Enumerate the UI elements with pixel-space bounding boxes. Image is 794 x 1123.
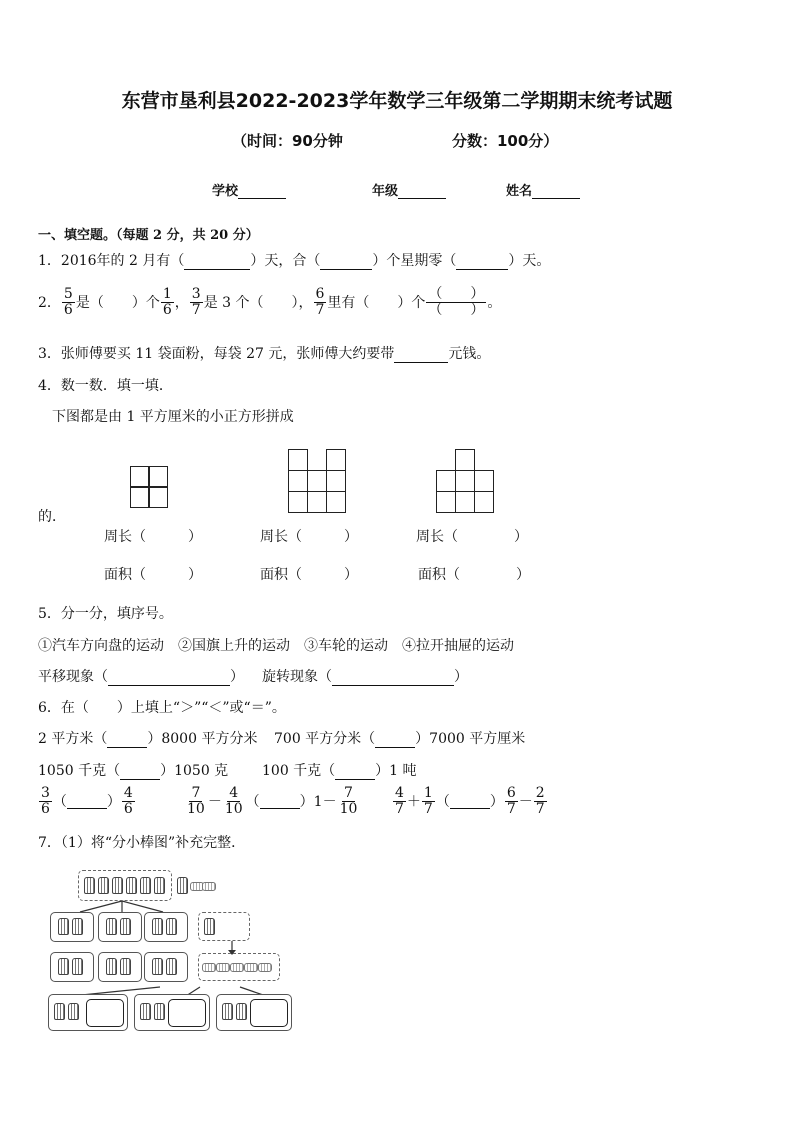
perimeter-3[interactable]: 周长（ ） — [416, 529, 528, 545]
compare-row-2a: 1050 千克（ ）1050 克 — [38, 763, 229, 779]
compare-row-1a: 2 平方米（ ）8000 平方分米 — [38, 731, 258, 747]
compare-row-3c: $\frac{4}{7}$ ＋ $\frac{1}{7}$ （ ） $\frac{6}{7}$ － $\frac{2}{7}$ — [395, 785, 545, 817]
exam-time: （时间：90分钟 — [232, 132, 343, 150]
answer-box[interactable] — [168, 999, 206, 1027]
perimeter-1[interactable]: 周长（ ） — [104, 529, 202, 545]
compare-row-1b: 700 平方分米（ ）7000 平方厘米 — [274, 731, 526, 747]
answer-box[interactable] — [250, 999, 288, 1027]
question-5: 5．分一分，填序号。 — [38, 606, 173, 622]
area-2[interactable]: 面积（ ） — [260, 567, 358, 583]
question-2: 2． $\frac{5}{6}$ 是（ ）个 $\frac{1}{6}$ ， $\frac{3}{7}$ 是 3 个（ ）， $\frac{6}{7}$ 里有（ ）个 $\frac{( )}{( )}$ 。 — [38, 286, 502, 318]
area-1[interactable]: 面积（ ） — [104, 567, 202, 583]
answer-box[interactable] — [86, 999, 124, 1027]
question-6: 6．在（ ）上填上“＞”“＜”或“＝”。 — [38, 700, 286, 716]
question-5-options: ①汽车方向盘的运动 ②国旗上升的运动 ③车轮的运动 ④拉开抽屉的运动 — [38, 638, 514, 654]
question-1: 1．2016年的 2 月有（ ）天，合（ ）个星期零（ ）天。 — [38, 253, 551, 269]
section-heading: 一、填空题。（每题 2 分，共 20 分） — [38, 228, 259, 243]
compare-row-3a: $\frac{3}{6}$ （ ） $\frac{4}{6}$ — [41, 785, 133, 817]
name-field: 姓名 — [506, 180, 580, 199]
question-4-tail: 的． — [38, 509, 66, 525]
compare-row-2b: 100 千克（ ）1 吨 — [262, 763, 417, 779]
perimeter-2[interactable]: 周长（ ） — [260, 529, 358, 545]
compare-row-3b: $\frac{7}{10}$ － $\frac{4}{10}$ （ ）1－ $\frac{7}{10}$ — [187, 785, 358, 817]
question-7: 7．（1）将“分小棒图”补充完整． — [38, 835, 246, 851]
grade-field: 年级 — [372, 180, 446, 199]
rotation-answer: 旋转现象（ ） — [262, 669, 468, 685]
question-4-desc: 下图都是由 1 平方厘米的小正方形拼成 — [52, 409, 294, 425]
translation-answer: 平移现象（ ） — [38, 669, 244, 685]
question-3: 3．张师傅要买 11 袋面粉，每袋 27 元，张师傅大约要带 元钱。 — [38, 346, 491, 362]
exam-score: 分数：100分） — [452, 132, 559, 150]
school-field: 学校 — [212, 180, 286, 199]
page-title: 东营市垦利县2022-2023学年数学三年级第二学期期末统考试题 — [121, 90, 673, 112]
area-3[interactable]: 面积（ ） — [418, 567, 530, 583]
question-4: 4．数一数．填一填． — [38, 378, 173, 394]
